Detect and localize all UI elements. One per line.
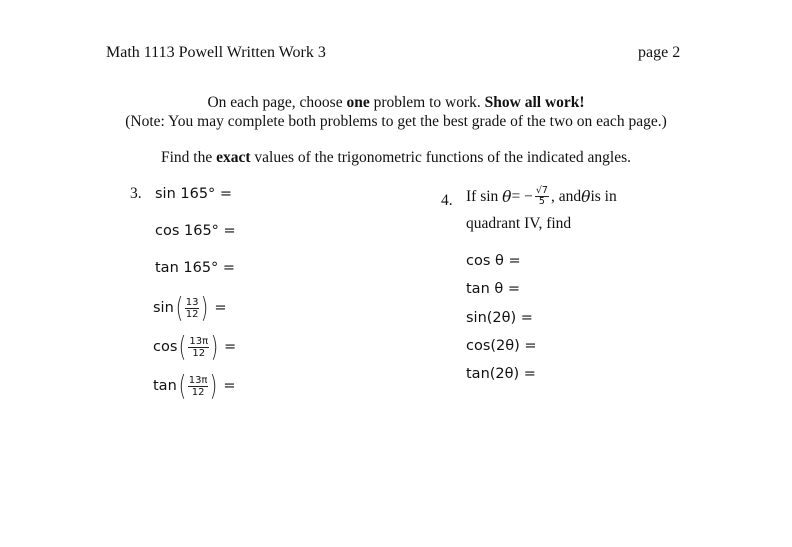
p3-tan-frac (153, 369, 236, 402)
p4-statement-line-1 (466, 186, 617, 207)
numerator: 13 (185, 296, 199, 308)
denominator: 12 (192, 347, 206, 359)
instr-text: problem to work. (369, 94, 485, 111)
page-number: page 2 (638, 44, 681, 61)
text: is in (590, 187, 617, 205)
instr-text: values of the trigonometric functions of the indicated angles. (250, 149, 632, 166)
fn-label: tan (153, 378, 177, 394)
denominator: 12 (185, 308, 199, 320)
p4-cos2: cos(2θ) = (466, 338, 537, 354)
instr-text: On each page, choose (207, 94, 347, 111)
theta: θ (502, 187, 512, 206)
instructions-line-1 (0, 94, 792, 112)
p4-cos: cos θ = (466, 253, 521, 269)
right-paren: ) (210, 330, 219, 363)
left-paren: ( (175, 291, 184, 324)
fraction (188, 375, 209, 398)
p4-sin2: sin(2θ) = (466, 310, 533, 326)
instr-bold-one: one (346, 94, 370, 111)
p4-tan2: tan(2θ) = (466, 366, 536, 382)
numerator: 13π (188, 374, 208, 386)
left-paren: ( (179, 330, 187, 363)
instructions-line-3 (0, 149, 792, 167)
equals: = (224, 339, 237, 355)
fraction (188, 336, 209, 359)
fraction (535, 186, 549, 207)
numerator: 13π (189, 335, 209, 347)
text: = − (511, 187, 533, 205)
instr-text: Find the (160, 149, 217, 166)
p3-cos165: cos 165° = (155, 223, 236, 239)
equals: = (223, 378, 236, 394)
text: If sin (466, 187, 499, 205)
document-title: Math 1113 Powell Written Work 3 (106, 44, 326, 61)
p4-tan: tan θ = (466, 281, 520, 297)
problem-4-number: 4. (441, 192, 453, 209)
p3-cos-frac (153, 330, 237, 363)
theta: θ (581, 187, 591, 206)
fraction (185, 297, 200, 320)
right-paren: ) (210, 369, 218, 402)
numerator: √7 (535, 185, 548, 196)
fn-label: cos (153, 339, 178, 355)
right-paren: ) (201, 291, 209, 324)
fn-label: sin (153, 300, 174, 316)
denominator: 12 (191, 386, 205, 398)
p4-statement-line-2: quadrant IV, find (466, 215, 572, 232)
instructions-line-2: (Note: You may complete both problems to get the best grade of the two on each page.) (125, 113, 667, 130)
text: , and (550, 187, 582, 205)
instr-bold-show-work: Show all work! (484, 94, 585, 111)
equals: = (214, 300, 227, 316)
left-paren: ( (178, 369, 187, 402)
p3-sin-frac (153, 291, 227, 324)
p3-tan165: tan 165° = (155, 260, 236, 276)
denominator: 5 (538, 196, 545, 207)
p3-sin165: sin 165° = (155, 186, 233, 202)
instr-bold-exact: exact (216, 149, 251, 166)
problem-3-number: 3. (130, 185, 142, 202)
